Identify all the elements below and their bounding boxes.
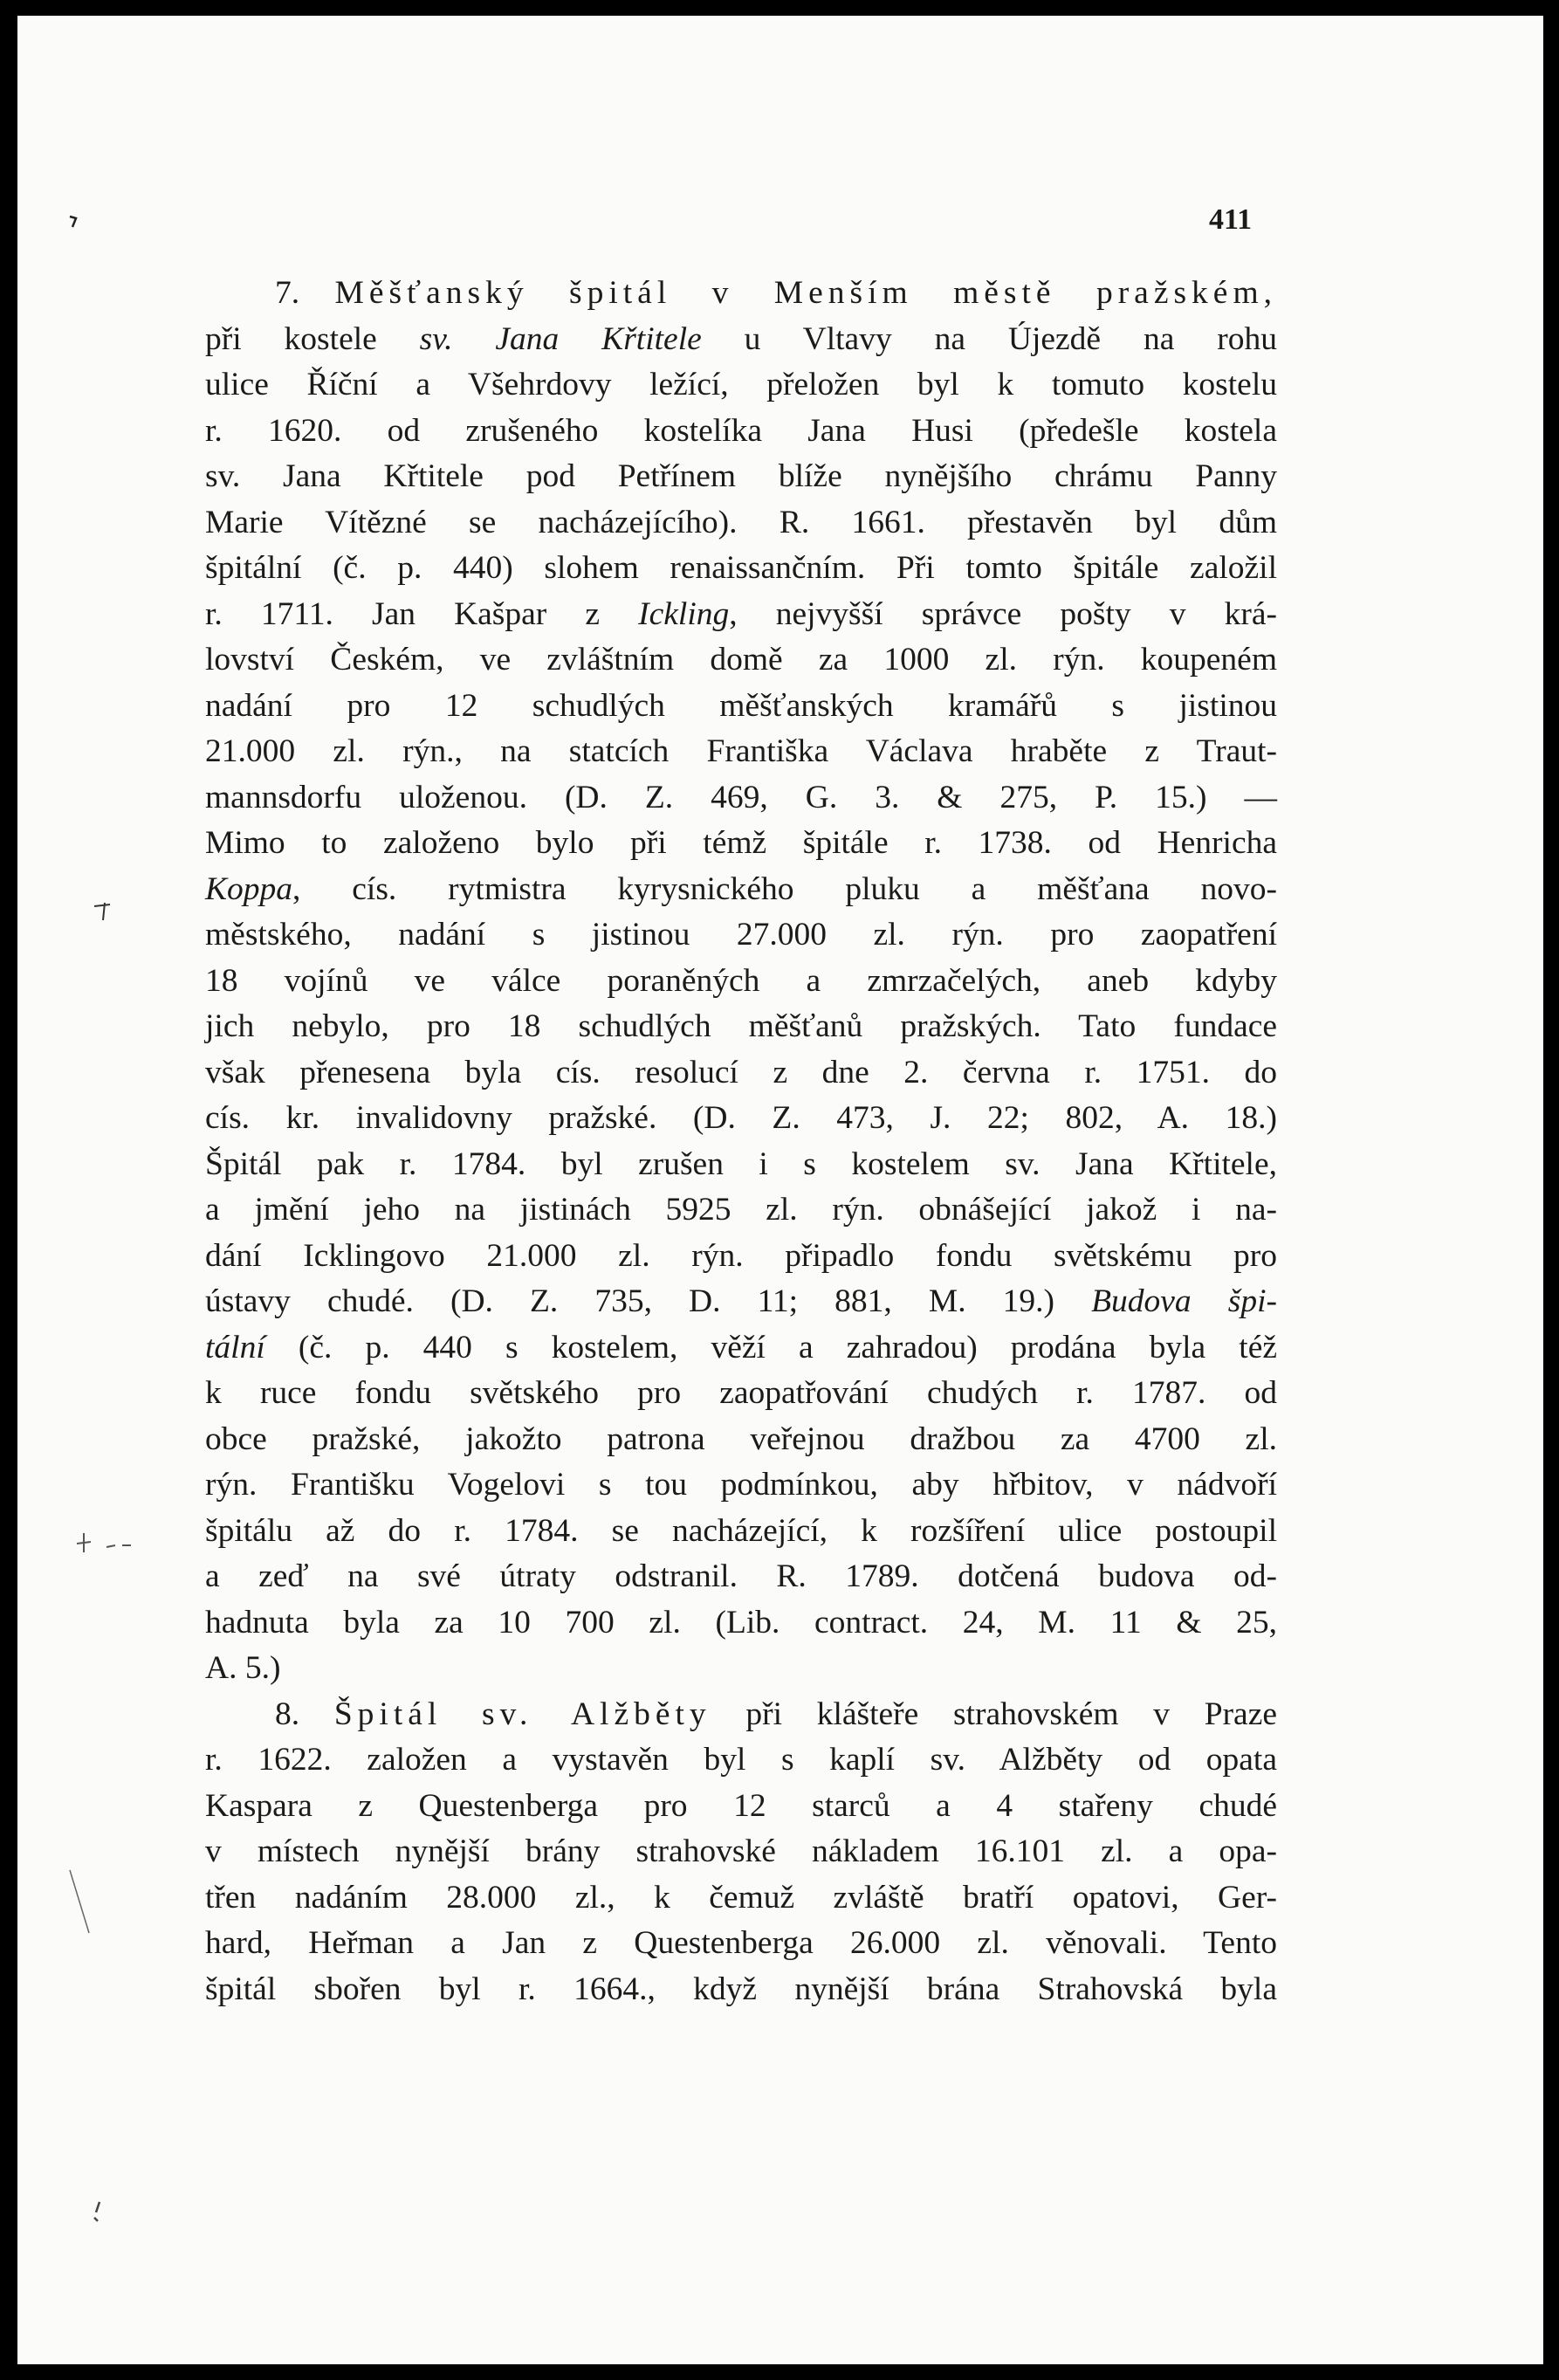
text-line — [205, 454, 1277, 500]
text-segment: při kostele — [205, 320, 420, 357]
text-line — [205, 1325, 1277, 1372]
text-line — [205, 1142, 1277, 1188]
margin-mark-middle — [91, 898, 117, 924]
text-segment: , nejvyšší správce pošty v krá- — [729, 595, 1277, 632]
text-line — [205, 684, 1277, 730]
italic-text: Ickling — [638, 595, 730, 632]
text-line — [205, 1187, 1277, 1234]
text-segment: (č. p. 440 s kostelem, věží a zahradou) prodána byla též — [264, 1329, 1277, 1365]
italic-text: Budova špi- — [1091, 1283, 1277, 1319]
text-line — [205, 821, 1277, 867]
text-line — [205, 500, 1277, 547]
text-line — [205, 1646, 1277, 1692]
text-line — [205, 409, 1277, 455]
text-segment: při klášteře strahovském v Praze — [711, 1696, 1277, 1732]
text-segment: r. 1622. založen a vystavěn byl s kaplí sv. Alžběty od opata — [205, 1742, 1277, 1778]
text-line — [205, 1509, 1277, 1555]
margin-mark-lower — [72, 1526, 133, 1561]
text-line — [205, 1050, 1277, 1097]
margin-mark-bottom — [89, 2198, 106, 2225]
text-segment: dání Icklingovo 21.000 zl. rýn. připadlo fondu světskému pro — [205, 1237, 1277, 1274]
text-line — [205, 1875, 1277, 1922]
text-segment: hadnuta byla za 10 700 zl. (Lib. contract. 24, M. 11 & 25, — [205, 1604, 1277, 1641]
text-segment: Kaspara z Questenberga pro 12 starců a 4 stařeny chudé — [205, 1787, 1277, 1824]
text-segment: lovství Českém, ve zvláštním domě za 1000 zl. rýn. koupeném — [205, 642, 1277, 678]
text-segment: 7. — [275, 275, 335, 311]
text-segment: třen nadáním 28.000 zl., k čemuž zvláště bratří opatovi, Ger- — [205, 1879, 1277, 1916]
text-line — [205, 1737, 1277, 1784]
text-segment: špitální (č. p. 440) slohem renaissančním. Při tomto špitále založil — [205, 550, 1277, 586]
text-segment: r. 1620. od zrušeného kostelíka Jana Husi (předešle kostela — [205, 412, 1277, 449]
text-segment: 21.000 zl. rýn., na statcích Františka Václava hraběte z Traut- — [205, 733, 1277, 769]
text-line — [205, 729, 1277, 775]
text-line — [205, 1554, 1277, 1600]
text-segment: hard, Heřman a Jan z Questenberga 26.000 zl. věnovali. Tento — [205, 1925, 1277, 1961]
text-segment: obce pražské, jakožto patrona veřejnou dražbou za 4700 zl. — [205, 1420, 1277, 1457]
text-line — [205, 362, 1277, 409]
text-segment: městského, nadání s jistinou 27.000 zl. rýn. pro zaopatření — [205, 917, 1277, 953]
text-line — [205, 912, 1277, 959]
text-line — [205, 775, 1277, 822]
book-page — [17, 16, 1543, 2364]
text-line — [205, 1279, 1277, 1325]
text-line — [205, 1921, 1277, 1967]
text-line — [205, 637, 1277, 684]
text-segment: u Vltavy na Újezdě na rohu — [701, 320, 1277, 357]
text-segment: sv. Jana Křtitele pod Petřínem blíže nynějšího chrámu Panny — [205, 458, 1277, 494]
text-line — [205, 959, 1277, 1005]
italic-text: Koppa — [205, 870, 293, 907]
text-line — [205, 1829, 1277, 1875]
margin-stroke — [66, 1867, 93, 1936]
text-line — [205, 1234, 1277, 1280]
italic-text: tální — [205, 1329, 265, 1365]
text-line — [205, 1004, 1277, 1050]
text-line — [205, 1462, 1277, 1509]
text-segment: špitál sbořen byl r. 1664., když nynější brána Strahovská byla — [205, 1971, 1277, 2007]
text-segment: v místech nynější brány strahovské nákladem 16.101 zl. a opa- — [205, 1833, 1277, 1869]
text-segment: 8. — [275, 1696, 334, 1732]
text-line — [205, 1692, 1277, 1738]
text-line — [205, 1417, 1277, 1463]
page-number: 411 — [1209, 203, 1253, 236]
text-segment: k ruce fondu světského pro zaopatřování chudých r. 1787. od — [205, 1375, 1277, 1411]
spaced-heading-text: Špitál sv. Alžběty — [333, 1696, 711, 1732]
text-line — [205, 867, 1277, 913]
text-line — [205, 1600, 1277, 1647]
margin-mark-top — [68, 215, 79, 229]
text-segment: ulice Říční a Všehrdovy ležící, přeložen byl k tomuto kostelu — [205, 367, 1277, 402]
text-line — [205, 317, 1277, 363]
text-segment: , cís. rytmistra kyrysnického pluku a měšťana novo- — [292, 870, 1277, 907]
spaced-heading-text: Měšťanský špitál v Menším městě pražském, — [334, 275, 1277, 311]
text-segment: jich nebylo, pro 18 schudlých měšťanů pražských. Tato fundace — [205, 1008, 1277, 1044]
text-line — [205, 546, 1277, 592]
text-segment: a zeď na své útraty odstranil. R. 1789. dotčená budova od- — [205, 1558, 1277, 1594]
text-segment: nadání pro 12 schudlých měšťanských kramářů s jistinou — [205, 687, 1277, 724]
text-segment: cís. kr. invalidovny pražské. (D. Z. 473, J. 22; 802, A. 18.) — [205, 1100, 1277, 1136]
text-segment: A. 5.) — [205, 1650, 281, 1686]
text-line — [205, 271, 1277, 317]
text-segment: špitálu až do r. 1784. se nacházející, k rozšíření ulice postoupil — [205, 1512, 1277, 1549]
text-segment: mannsdorfu uloženou. (D. Z. 469, G. 3. & 275, P. 15.) — — [205, 779, 1277, 815]
text-line — [205, 1096, 1277, 1142]
italic-text: sv. Jana Křtitele — [419, 320, 702, 357]
text-segment: a jmění jeho na jistinách 5925 zl. rýn. obnášející jakož i na- — [205, 1192, 1277, 1228]
text-block — [205, 271, 1277, 2012]
text-segment: Marie Vítězné se nacházejícího). R. 1661. přestavěn byl dům — [205, 504, 1277, 540]
text-segment: r. 1711. Jan Kašpar z — [205, 595, 639, 632]
text-segment: ústavy chudé. (D. Z. 735, D. 11; 881, M. 19.) — [205, 1283, 1092, 1319]
text-segment: Mimo to založeno bylo při témž špitále r. 1738. od Henricha — [205, 825, 1277, 861]
text-line — [205, 1371, 1277, 1417]
text-segment: rýn. Františku Vogelovi s tou podmínkou, aby hřbitov, v nádvoří — [205, 1467, 1277, 1503]
text-line — [205, 1967, 1277, 2013]
text-line — [205, 592, 1277, 638]
text-segment: však přenesena byla cís. resolucí z dne 2. června r. 1751. do — [205, 1054, 1277, 1090]
text-segment: 18 vojínů ve válce poraněných a zmrzačelých, aneb kdyby — [205, 962, 1277, 999]
text-segment: Špitál pak r. 1784. byl zrušen i s kostelem sv. Jana Křtitele, — [205, 1145, 1277, 1182]
text-line — [205, 1784, 1277, 1830]
